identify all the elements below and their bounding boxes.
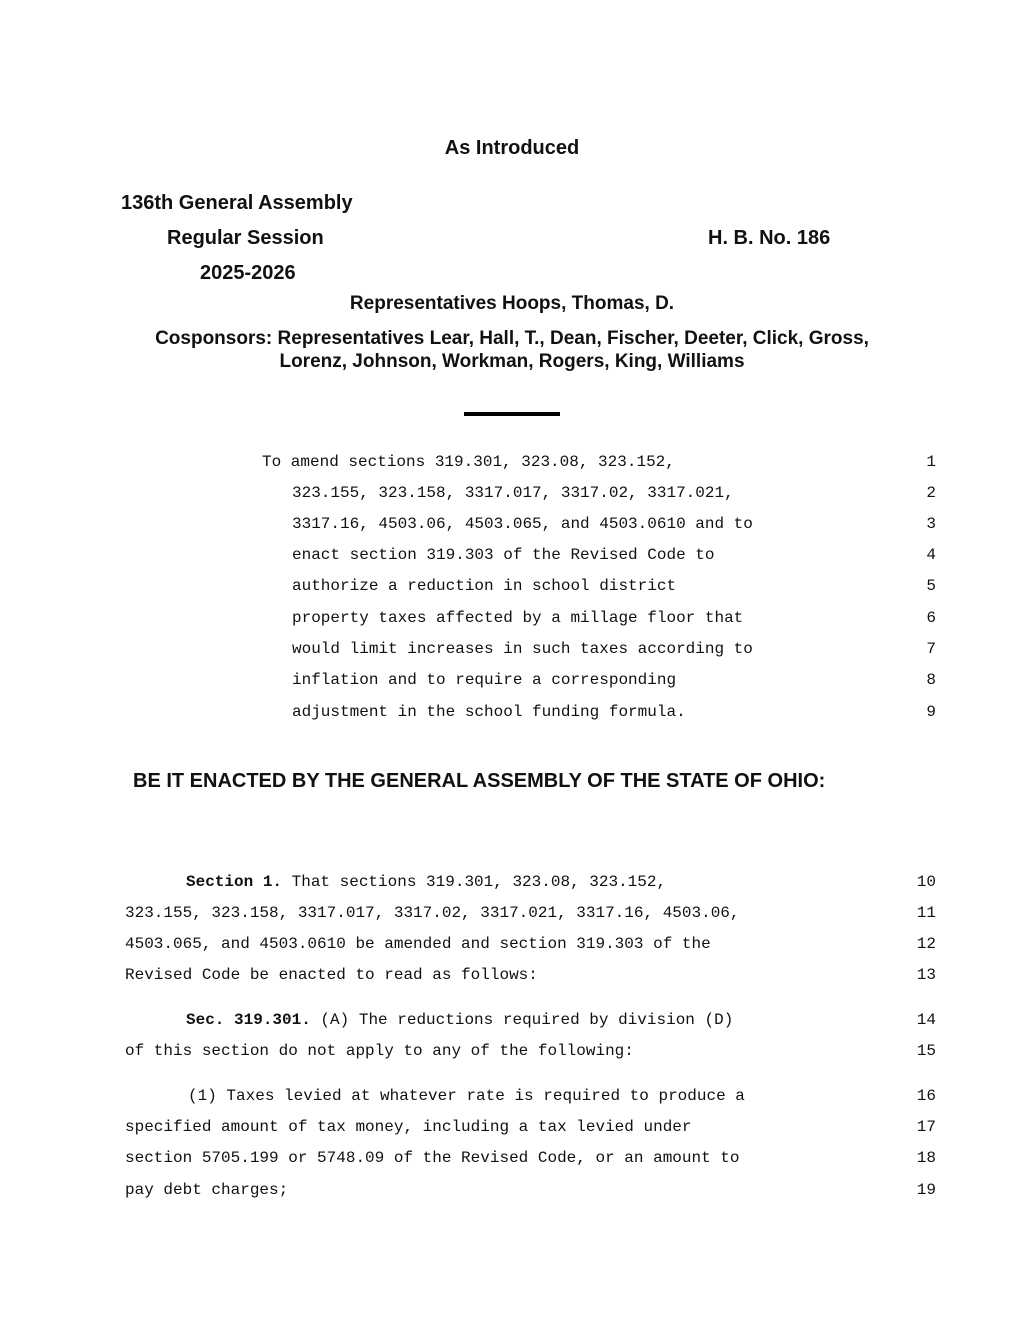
title-line: 3317.16, 4503.06, 4503.065, and 4503.0610 and to [292, 515, 753, 533]
sec-319-301-first-line [186, 1012, 733, 1028]
paragraph-1-line: (1) Taxes levied at whatever rate is required to produce a [188, 1087, 745, 1105]
line-number: 14 [916, 1011, 936, 1029]
paragraph-1-line: specified amount of tax money, including a tax levied under [125, 1118, 692, 1136]
line-number: 12 [916, 935, 936, 953]
sec-319-301-label: Sec. 319.301. [186, 1011, 311, 1029]
line-number: 13 [916, 966, 936, 984]
title-line: property taxes affected by a millage floor that [292, 609, 744, 627]
title-line: enact section 319.303 of the Revised Code to [292, 546, 715, 564]
title-line: authorize a reduction in school district [292, 577, 677, 595]
sec-319-301-text: (A) The reductions required by division (D) [310, 1011, 734, 1029]
bill-number: H. B. No. 186 [708, 227, 831, 249]
cosponsors-line-2: Lorenz, Johnson, Workman, Rogers, King, Williams [279, 351, 745, 372]
line-number: 11 [916, 904, 936, 922]
line-number: 6 [926, 609, 936, 627]
line-number: 5 [926, 577, 936, 595]
title-line: To amend sections 319.301, 323.08, 323.152, [262, 453, 675, 471]
section-1-line: 4503.065, and 4503.0610 be amended and section 319.303 of the [125, 935, 711, 953]
title-line: 323.155, 323.158, 3317.017, 3317.02, 3317.021, [292, 484, 734, 502]
paragraph-1-line: section 5705.199 or 5748.09 of the Revised Code, or an amount to [125, 1149, 740, 1167]
line-number: 3 [926, 515, 936, 533]
title-line: would limit increases in such taxes according to [292, 640, 753, 658]
cosponsors-line-1: Cosponsors: Representatives Lear, Hall, T., Dean, Fischer, Deeter, Click, Gross, [155, 328, 869, 349]
section-1-line: 323.155, 323.158, 3317.017, 3317.02, 3317.021, 3317.16, 4503.06, [125, 904, 740, 922]
line-number: 1 [926, 453, 936, 471]
section-1-label: Section 1. [186, 873, 283, 891]
session-label: Regular Session [167, 227, 324, 249]
line-number: 9 [926, 703, 936, 721]
line-number: 2 [926, 484, 936, 502]
line-number: 19 [916, 1181, 936, 1199]
session-years: 2025-2026 [200, 262, 296, 284]
line-number: 15 [916, 1042, 936, 1060]
sec-319-301-line: of this section do not apply to any of the following: [125, 1042, 634, 1060]
title-line: adjustment in the school funding formula. [292, 703, 686, 721]
enacting-clause: BE IT ENACTED BY THE GENERAL ASSEMBLY OF THE STATE OF OHIO: [133, 770, 826, 792]
section-1-line: Revised Code be enacted to read as follows: [125, 966, 538, 984]
line-number: 4 [926, 546, 936, 564]
line-number: 18 [916, 1149, 936, 1167]
header-divider [464, 412, 560, 416]
general-assembly: 136th General Assembly [121, 192, 353, 214]
paragraph-1-line: pay debt charges; [125, 1181, 289, 1199]
line-number: 17 [916, 1118, 936, 1136]
line-number: 7 [926, 640, 936, 658]
sponsors: Representatives Hoops, Thomas, D. [349, 293, 675, 314]
line-number: 16 [916, 1087, 936, 1105]
line-number: 10 [916, 873, 936, 891]
bill-status: As Introduced [444, 137, 580, 159]
section-1-first-line [186, 874, 666, 890]
title-line: inflation and to require a corresponding [292, 671, 677, 689]
line-number: 8 [926, 671, 936, 689]
section-1-text: That sections 319.301, 323.08, 323.152, [282, 873, 667, 891]
